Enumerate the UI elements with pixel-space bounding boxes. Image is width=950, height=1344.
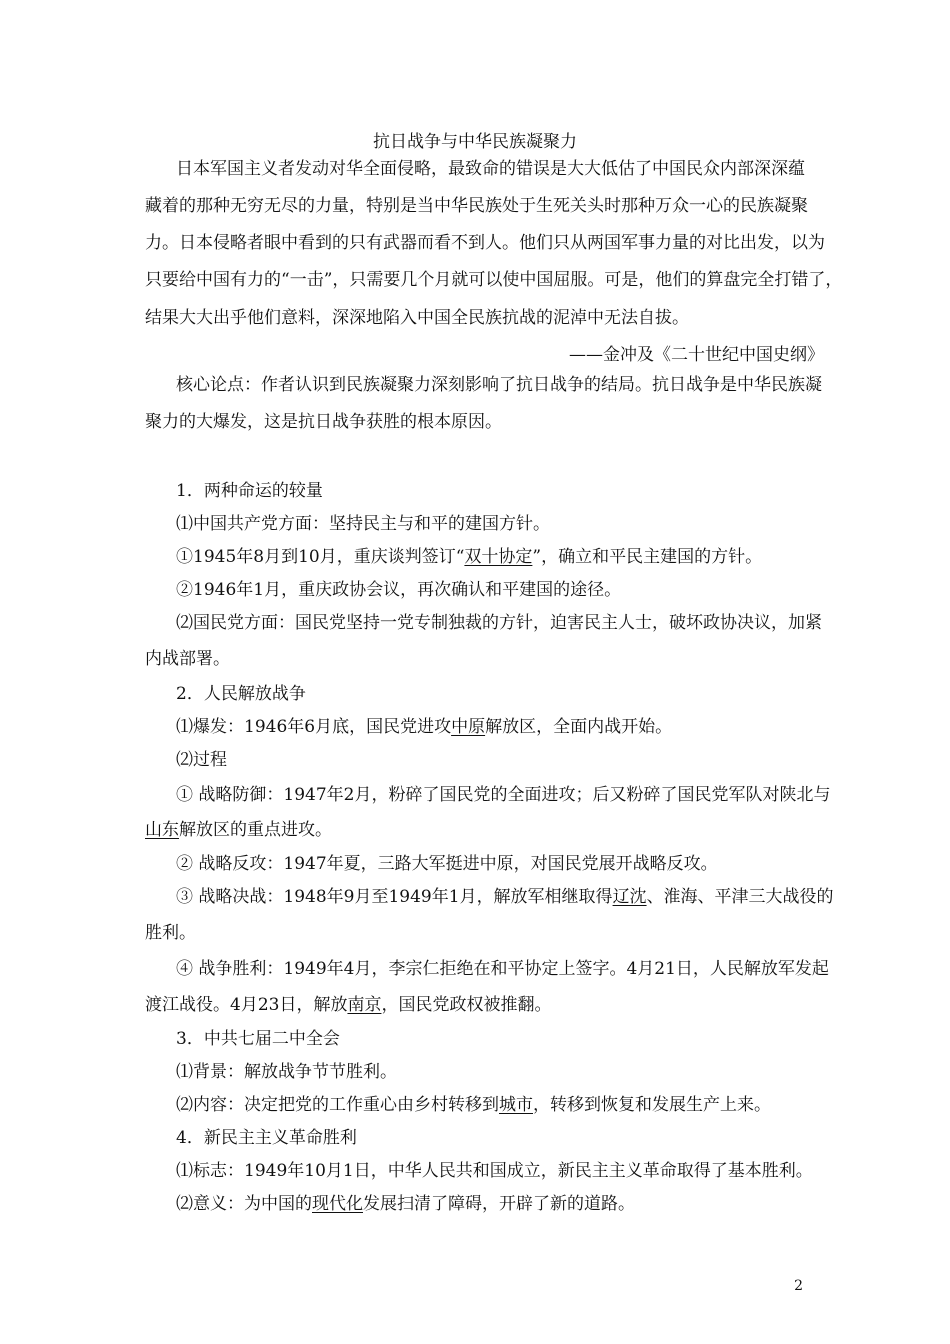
key-term: 现代化 (312, 1194, 363, 1214)
paragraph (145, 819, 332, 841)
text-run: ①1945年8月到10月，重庆谈判签订“ (176, 547, 465, 567)
section-heading: 4．新民主主义革命胜利 (176, 1128, 357, 1148)
quote-line: 日本军国主义者发动对华全面侵略，最致命的错误是大大低估了中国民众内部深深蕴 (176, 159, 805, 179)
section-heading: 2．人民解放战争 (176, 684, 306, 704)
key-term: 山东 (145, 820, 179, 840)
key-term: 南京 (347, 995, 382, 1015)
paragraph: ②1946年1月，重庆政协会议，再次确认和平建国的途径。 (176, 580, 622, 600)
paragraph: ⑵过程 (176, 750, 227, 770)
text-run: ③ 战略决战：1948年9月至1949年1月，解放军相继取得 (176, 887, 613, 907)
key-term: 中原 (451, 717, 486, 737)
core-argument: 聚力的大爆发，这是抗日战争获胜的根本原因。 (145, 412, 502, 432)
text-run: 发展扫清了障碍，开辟了新的道路。 (363, 1194, 635, 1214)
text-run: 渡江战役。4月23日，解放 (145, 995, 348, 1015)
key-term: 辽沈 (612, 887, 647, 907)
page-number: 2 (794, 1278, 803, 1294)
quote-line: 结果大大出乎他们意料，深深地陷入中国全民族抗战的泥淖中无法自拔。 (145, 308, 689, 328)
quote-line: 藏着的那种无穷无尽的力量，特别是当中华民族处于生死关头时那种万众一心的民族凝聚 (145, 196, 808, 216)
section-title: 抗日战争与中华民族凝聚力 (373, 132, 577, 152)
paragraph (176, 716, 672, 738)
key-term: 城市 (499, 1095, 533, 1115)
text-run: ⑵内容：决定把党的工作重心由乡村转移到 (176, 1095, 499, 1115)
paragraph (176, 886, 834, 908)
text-run: 解放区的重点进攻。 (179, 820, 332, 840)
text-run: ，转移到恢复和发展生产上来。 (533, 1095, 771, 1115)
paragraph: ④ 战争胜利：1949年4月，李宗仁拒绝在和平协定上签字。4月21日，人民解放军发起 (176, 959, 829, 979)
paragraph: ② 战略反攻：1947年夏，三路大军挺进中原，对国民党展开战略反攻。 (176, 854, 718, 874)
paragraph: 胜利。 (145, 923, 196, 943)
paragraph: ⑴中国共产党方面：坚持民主与和平的建国方针。 (176, 514, 550, 534)
quote-line: 力。日本侵略者眼中看到的只有武器而看不到人。他们只从两国军事力量的对比出发，以为 (145, 233, 825, 253)
paragraph (176, 1193, 635, 1215)
paragraph (176, 1094, 771, 1116)
text-run: ⑵意义：为中国的 (176, 1194, 312, 1214)
paragraph: ⑴背景：解放战争节节胜利。 (176, 1062, 397, 1082)
quote-line: 只要给中国有力的“一击”，只需要几个月就可以使中国屈服。可是，他们的算盘完全打错了， (145, 270, 843, 290)
quote-source: ——金冲及《二十世纪中国史纲》 (569, 345, 824, 365)
text-run: 解放区，全面内战开始。 (485, 717, 673, 737)
text-run: 、淮海、平津三大战役的 (646, 887, 834, 907)
text-run: ⑴爆发：1946年6月底，国民党进攻 (176, 717, 452, 737)
section-heading: 1．两种命运的较量 (176, 481, 323, 501)
section-heading: 3．中共七届二中全会 (176, 1029, 340, 1049)
text-run: ”，确立和平民主建国的方针。 (532, 547, 763, 567)
paragraph: ⑴标志：1949年10月1日，中华人民共和国成立，新民主主义革命取得了基本胜利。 (176, 1161, 813, 1181)
key-term: 双十协定 (464, 547, 533, 567)
text-run: ，国民党政权被推翻。 (381, 995, 552, 1015)
paragraph (176, 546, 762, 568)
paragraph (145, 994, 551, 1016)
paragraph: ① 战略防御：1947年2月，粉碎了国民党的全面进攻；后又粉碎了国民党军队对陕北与 (176, 785, 831, 805)
paragraph: ⑵国民党方面：国民党坚持一党专制独裁的方针，迫害民主人士，破坏政协决议，加紧 (176, 613, 822, 633)
paragraph: 内战部署。 (145, 649, 230, 669)
core-argument: 核心论点：作者认识到民族凝聚力深刻影响了抗日战争的结局。抗日战争是中华民族凝 (176, 375, 822, 395)
